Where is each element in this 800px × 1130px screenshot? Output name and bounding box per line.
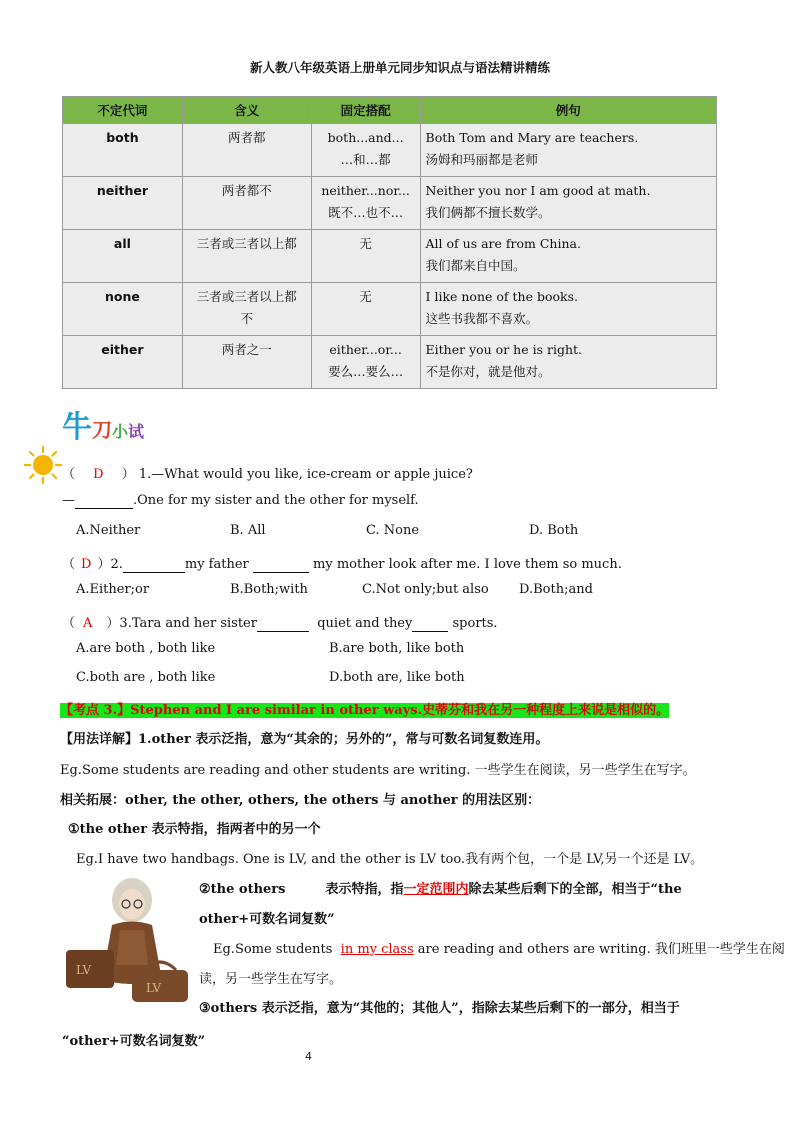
question-text: 3.Tara and her sister	[119, 616, 257, 631]
point-3-line1: ③others 表示泛指，意为“其他的；其他人”，指除去某些后剩下的一部分，相当于	[199, 1001, 680, 1016]
answer-blank	[412, 616, 448, 632]
section-title-char: 刀	[92, 418, 112, 442]
key-point	[60, 699, 669, 718]
example-text: Eg.Some students	[213, 942, 333, 957]
point-2-example-line2: 读，另一些学生在写字。	[199, 972, 343, 987]
table-row	[63, 336, 717, 389]
bag-label: LV	[76, 963, 92, 977]
example-cell	[420, 230, 716, 283]
meaning-cell	[182, 230, 311, 283]
q3-option: D.both are, like both	[329, 670, 465, 685]
answer-1: D	[93, 467, 104, 482]
question-text: .One for my sister and the other for myself.	[133, 493, 419, 508]
pronoun-cell: none	[63, 283, 183, 336]
q1-option: C. None	[366, 523, 420, 538]
usage-detail	[60, 728, 548, 747]
q1-option: A.Neither	[76, 523, 141, 538]
section-title-char: 小	[112, 422, 129, 441]
section-title-char: 牛	[62, 410, 92, 445]
question-1	[62, 463, 473, 482]
meaning-cell	[182, 336, 311, 389]
point-2-highlight: 一定范围内	[403, 882, 469, 897]
key-point-translation: 史蒂芬和我在另一种程度上来说是相似的。	[422, 703, 670, 718]
example-en: Neither you nor I am good at math.	[425, 183, 651, 198]
example-cell	[420, 177, 716, 230]
table-row	[63, 177, 717, 230]
page-number: 4	[305, 1050, 312, 1063]
paren-close: ）	[121, 467, 135, 482]
answer-2: D	[81, 557, 92, 572]
table-row	[63, 283, 717, 336]
example-underline: in my class	[340, 942, 414, 957]
point-1-title: ①the other 表示特指，指两者中的另一个	[68, 822, 321, 837]
pronoun-table	[62, 96, 717, 389]
answer-3: A	[83, 616, 93, 631]
paren-close: ）	[106, 616, 120, 631]
col-header: 固定搭配	[311, 97, 420, 124]
handbag-figure-image	[62, 870, 192, 1005]
fixed-cell	[311, 124, 420, 177]
meaning-line: 三者或三者以上都	[196, 236, 297, 251]
fixed-cell	[311, 283, 420, 336]
example-cell	[420, 336, 716, 389]
extension-heading: 相关拓展：other, the other, others, the others 与 another 的用法区别：	[60, 793, 541, 808]
question-text: my father	[184, 557, 249, 572]
example-zh: 我们俩都不擅长数学。	[425, 205, 551, 220]
meaning-cell	[182, 124, 311, 177]
point-1-example: Eg.I have two handbags. One is LV, and the other is LV too.我有两个包，一个是 LV,另一个还是 LV。	[76, 852, 704, 867]
pronoun-cell: neither	[63, 177, 183, 230]
col-header: 例句	[420, 97, 716, 124]
point-3-line2: “other+可数名词复数”	[62, 1034, 206, 1049]
example-en: Both Tom and Mary are teachers.	[425, 130, 639, 145]
section-title	[62, 402, 144, 446]
q3-option: C.both are , both like	[76, 670, 216, 685]
point-2-title: ②the others	[199, 882, 286, 897]
example-en: All of us are from China.	[425, 236, 581, 251]
pronoun-cell: both	[63, 124, 183, 177]
point-2-text: 表示特指，指	[325, 882, 404, 897]
point-2-text: 除去某些后剩下的全部，相当于“the	[468, 882, 682, 897]
table-row	[63, 124, 717, 177]
q2-option: B.Both;with	[230, 582, 308, 597]
answer-blank	[123, 557, 185, 573]
question-text: my mother look after me. I love them so much.	[313, 557, 622, 572]
example-text: are reading and others are writing. 我们班里一些学生在阅	[417, 942, 785, 957]
paren-open: （	[62, 557, 76, 572]
fixed-line: 无	[359, 236, 372, 251]
answer-blank	[253, 557, 309, 573]
paren-open: （	[62, 467, 76, 482]
question-text: sports.	[452, 616, 498, 631]
fixed-line: 要么…要么…	[328, 364, 404, 379]
meaning-line: 两者都	[228, 130, 266, 145]
usage-text: 1.other 表示泛指，意为“其余的；另外的”，常与可数名词复数连用。	[138, 732, 549, 747]
usage-tag: 【用法详解】	[60, 732, 139, 747]
key-point-sentence: Stephen and I are similar in other ways.	[130, 703, 423, 718]
point-2-line2: other+可数名词复数”	[199, 912, 335, 927]
dash: —	[62, 493, 75, 508]
fixed-line: either...or...	[329, 342, 402, 357]
page-header: 新人教八年级英语上册单元同步知识点与语法精讲精练	[249, 60, 550, 75]
example-cell	[420, 124, 716, 177]
answer-blank	[75, 493, 133, 509]
fixed-line: neither...nor...	[321, 183, 410, 198]
question-2	[62, 553, 622, 573]
q2-option: C.Not only;but also	[362, 582, 489, 597]
meaning-line: 两者之一	[221, 342, 272, 357]
key-point-tag: 【考点 3.】	[60, 703, 131, 718]
fixed-cell	[311, 177, 420, 230]
fixed-line: both...and...	[327, 130, 404, 145]
q3-option: A.are both , both like	[76, 641, 216, 656]
meaning-line: 三者或三者以上都	[196, 289, 297, 304]
question-text: quiet and they	[317, 616, 413, 631]
point-2-example	[213, 938, 785, 957]
example-zh: 不是你对，就是他对。	[425, 364, 551, 379]
meaning-cell	[182, 177, 311, 230]
fixed-line: 无	[359, 289, 372, 304]
col-header: 含义	[182, 97, 311, 124]
pronoun-cell: either	[63, 336, 183, 389]
question-1-line2	[62, 493, 419, 509]
meaning-line: 两者都不	[221, 183, 272, 198]
q2-option: A.Either;or	[76, 582, 150, 597]
example-zh: 汤姆和玛丽都是老师	[425, 152, 539, 167]
table-row	[63, 230, 717, 283]
fixed-cell	[311, 230, 420, 283]
fixed-line: …和…都	[340, 152, 391, 167]
q1-option: B. All	[230, 523, 266, 538]
pronoun-cell: all	[63, 230, 183, 283]
col-header: 不定代词	[63, 97, 183, 124]
paren-open: （	[62, 616, 76, 631]
q1-option: D. Both	[529, 523, 579, 538]
sun-icon	[24, 446, 62, 484]
question-text: 1.—What would you like, ice-cream or apple juice?	[138, 467, 473, 482]
meaning-cell	[182, 283, 311, 336]
bag-label: LV	[146, 981, 162, 995]
example-cell	[420, 283, 716, 336]
point-2	[199, 878, 682, 897]
table-header-row	[63, 97, 717, 124]
example-zh: 我们都来自中国。	[425, 258, 526, 273]
example-zh: 这些书我都不喜欢。	[425, 311, 539, 326]
example-en: Either you or he is right.	[425, 342, 582, 357]
fixed-cell	[311, 336, 420, 389]
q3-option: B.are both, like both	[329, 641, 465, 656]
question-3	[62, 612, 498, 632]
answer-blank	[257, 616, 309, 632]
example-en: I like none of the books.	[425, 289, 578, 304]
example-1: Eg.Some students are reading and other students are writing. 一些学生在阅读，另一些学生在写字。	[60, 763, 696, 778]
meaning-line: 不	[240, 311, 254, 326]
q2-option: D.Both;and	[519, 582, 593, 597]
section-title-char: 试	[128, 422, 145, 441]
fixed-line: 既不…也不…	[328, 205, 404, 220]
question-text: 2.	[110, 557, 123, 572]
paren-close: ）	[97, 557, 111, 572]
